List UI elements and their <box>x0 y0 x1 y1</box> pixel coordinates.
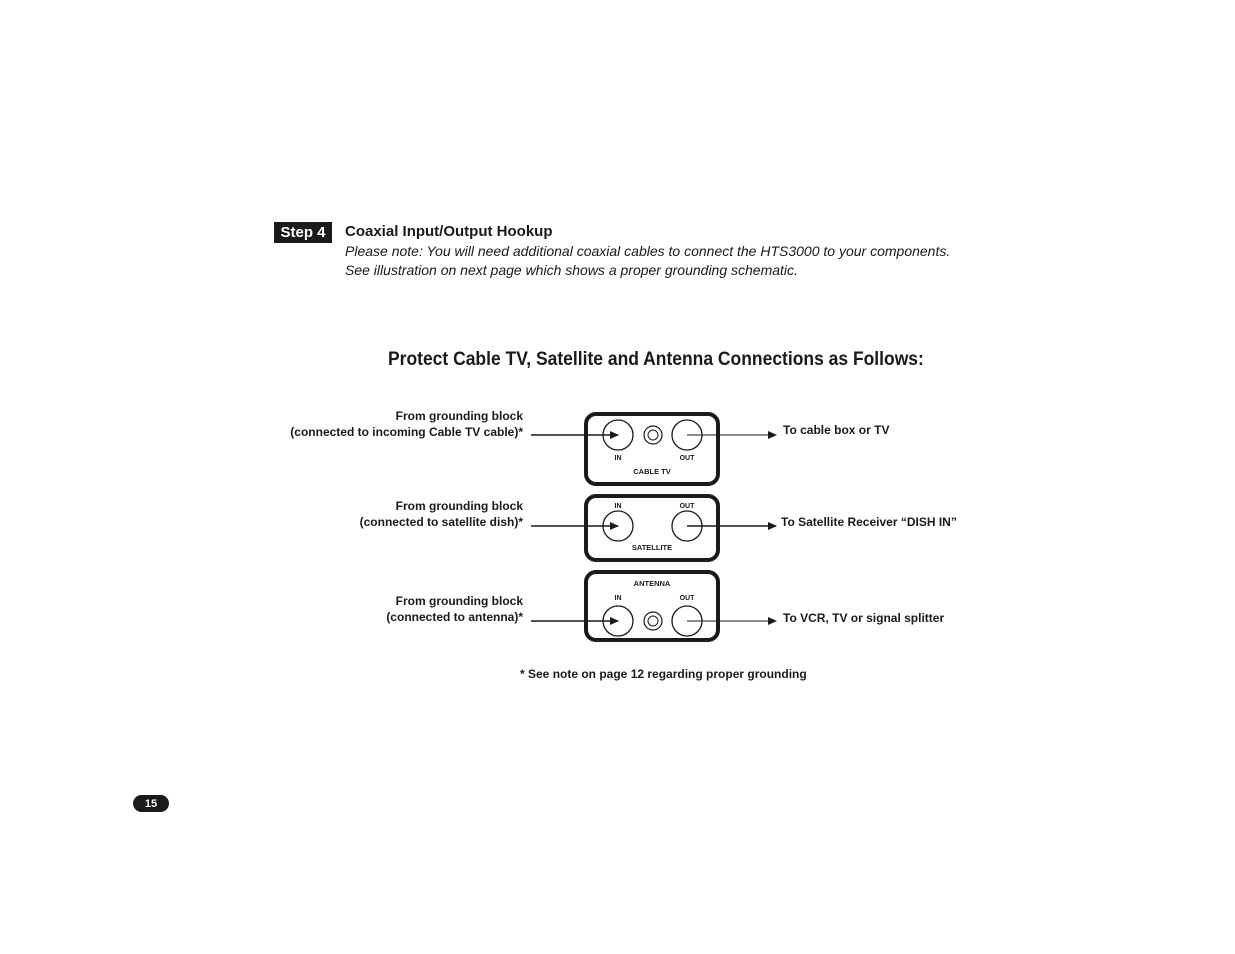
satellite-box-label: SATELLITE <box>631 543 673 552</box>
satellite-from-line2: (connected to satellite dish)* <box>359 515 523 529</box>
antenna-from-line1: From grounding block <box>395 594 523 608</box>
page-number: 15 <box>133 795 169 812</box>
cable-tv-to-label: To cable box or TV <box>783 423 890 437</box>
satellite-box <box>586 496 718 560</box>
note-line-1: Please note: You will need additional coaxial cables to connect the HTS3000 to your components. <box>345 243 951 259</box>
step-badge: Step 4 <box>274 222 332 243</box>
cable-tv-out-label: OUT <box>679 455 695 462</box>
antenna-to-label: To VCR, TV or signal splitter <box>783 611 945 625</box>
cable-tv-from-line1: From grounding block <box>395 409 523 423</box>
cable-tv-in-label: IN <box>614 455 622 462</box>
cable-tv-box-label: CABLE TV <box>633 467 671 476</box>
note-line-2: See illustration on next page which shows a proper grounding schematic. <box>345 262 798 278</box>
antenna-box-label: ANTENNA <box>633 579 671 588</box>
grounding-footnote: * See note on page 12 regarding proper grounding <box>520 667 807 681</box>
satellite-in-label: IN <box>614 503 622 510</box>
antenna-ground-screw-inner <box>648 616 658 626</box>
antenna-out-label: OUT <box>679 595 695 602</box>
satellite-from-line1: From grounding block <box>395 499 523 513</box>
satellite-out-label: OUT <box>679 503 695 510</box>
cable-tv-ground-screw-inner <box>648 430 658 440</box>
cable-tv-from-line2: (connected to incoming Cable TV cable)* <box>290 425 523 439</box>
page-heading: Protect Cable TV, Satellite and Antenna Connections as Follows: <box>388 349 924 370</box>
step-title: Coaxial Input/Output Hookup <box>345 223 553 240</box>
cable-tv-box <box>586 414 718 484</box>
antenna-in-label: IN <box>614 595 622 602</box>
antenna-from-line2: (connected to antenna)* <box>386 610 523 624</box>
satellite-to-label: To Satellite Receiver “DISH IN” <box>781 515 957 529</box>
antenna-box <box>586 572 718 640</box>
